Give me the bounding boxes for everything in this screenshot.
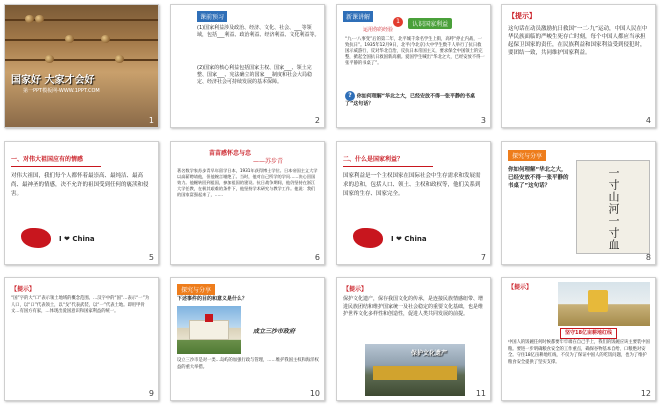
- hint-label: 【提示】: [508, 12, 536, 20]
- slide-text: 这句话在动员激励抗日救国“一二·九”运动，中国人民在中华民族面临的严峻生死存亡时刻，每个中国人都应当承担起保卫国家的责任，在民族利益和国家利益受到侵犯时，要团结一致，共同维护国家利益。: [508, 26, 648, 56]
- question-text: 下述事件的目的和意义是什么？: [177, 296, 248, 302]
- abacus-bead: [45, 55, 54, 63]
- photo-caption: 成立三沙市政府: [253, 328, 296, 335]
- slide-thumbnail-1[interactable]: [4, 4, 159, 128]
- slide-number: 5: [148, 253, 154, 262]
- i-love-china-label: I ❤ China: [391, 235, 427, 243]
- slide-number: 7: [480, 253, 486, 262]
- slide-number: 11: [475, 389, 486, 398]
- hint-label: 【提示】: [11, 286, 36, 293]
- slide-text: [197, 65, 321, 86]
- author: ——苏步青: [253, 158, 284, 165]
- slide-number: 6: [314, 253, 320, 262]
- slide-sorter-grid: [4, 4, 656, 402]
- slide-thumbnail-8[interactable]: [501, 141, 656, 265]
- slide-number: 3: [480, 116, 486, 125]
- slide-number: 8: [645, 253, 651, 262]
- i-love-china-label: I ❤ China: [59, 235, 95, 243]
- divider: [343, 166, 433, 167]
- divider: [11, 166, 101, 167]
- paragraph-2: (2)国家的核心利益包括国家主权、国家___、领土完整、国家___、宪法确立的国家___制度和社会大局稳定、经济社会可持续发展的基本保障。: [197, 65, 313, 85]
- section-tag: 探究与分享: [177, 284, 215, 295]
- slide-text: 国家利益是一个主权国家在国际社会中生存需求和发展需求的总和，包括人口、领土、主权和政权等，他们关系到国家的生存、国家完全。: [343, 173, 481, 197]
- china-map-icon: [353, 228, 383, 248]
- question-icon: ?: [345, 91, 355, 101]
- slide-text: [197, 25, 321, 39]
- slide-number: 1: [148, 116, 154, 125]
- abacus-bead: [35, 15, 44, 23]
- calligraphy-text: 一寸山河一寸血: [607, 167, 620, 251]
- slide-text: 著名数学家苏步青早年留学日本，1931年获得博士学位。日本帝国主义大学以高薪聘请他，但他婉言谢绝了。当时，他对自己所学的学问……决心回国效力。他辗转回到祖国，参加祖国的建设。抗日战争期间，他仍坚持在浙江大学任教，在极其艰难的条件下，他坚持学术研究与教学工作。他说：我们的国家富强起来了，……: [177, 168, 318, 197]
- banner-label: 坚守18亿亩耕地红线: [560, 328, 617, 339]
- slide-thumbnail-6[interactable]: [170, 141, 325, 265]
- abacus-rod: [5, 39, 158, 41]
- slide-thumbnail-10[interactable]: [170, 277, 325, 401]
- slide-text: 保护文化遗产，保存我国文化的传承，是连接民族情感纽带、增进民族团结和维护国家统一及社会稳定的重要文化基础，也是维护世界文化多样性和创造性，促进人类共同发展的前提。: [343, 296, 484, 317]
- slide-number: 10: [309, 389, 320, 398]
- slide-number: 12: [640, 389, 651, 398]
- calligraphy-image: [576, 160, 650, 254]
- government-building-photo: [177, 306, 241, 354]
- abacus-bead: [115, 55, 124, 63]
- china-map-icon: [21, 228, 51, 248]
- farmland-photo: [558, 282, 650, 326]
- photo-caption: 保护文化遗产: [411, 350, 448, 357]
- slide-heading: 一、对伟大祖国应有的情感: [11, 156, 84, 163]
- slide-text: “国”字的大“口”表示领土地域的概念范围。…汉字中的“国”…表示“一”为人口，以“口”代表领土，以“戈”代表武装，以“一”代表土地。即用甲骨文…有国方有家，…体现出爱国意识和国家利益的统一。: [11, 296, 150, 314]
- slide-text: “九·一八事变”后的第二年，北平城千余名学生上街，高呼“停止内战，一致抗日”。1935年12月9日，北平(今北京)大中学生数千人举行了抗日救国示威游行，反对华北自治，反抗日本帝国主义，要求保全中国领土的完整，掀起全国抗日救国新高潮。爱国学生喊出“华北之大，已经安放不得一张平静的书桌了”。: [345, 37, 485, 66]
- abacus-background: [5, 5, 158, 127]
- slide-subtitle: 第一PPT模板网-WWW.1PPT.COM: [23, 88, 100, 94]
- step-number-icon: 1: [393, 17, 403, 27]
- slide-thumbnail-5[interactable]: [4, 141, 159, 265]
- slide-text: 设立三沙市是对一类…岛屿的加强行政与管理，……维护我国主权和海洋权益的重大举措。: [177, 358, 319, 370]
- slide-thumbnail-4[interactable]: [501, 4, 656, 128]
- sub-heading: 运用你的经验: [363, 27, 394, 33]
- abacus-bead: [101, 35, 110, 43]
- heading-group: [393, 11, 452, 30]
- slide-text: 对伟大祖国，我们每个人都怀着最崇高、最纯洁、最高尚、最神圣的情感，决不允许的祖国受到任何的亵渎和侵害。: [11, 173, 149, 197]
- section-tag: 探究与分享: [508, 150, 546, 161]
- question-text: ? 你如何理解“华北之大，已经安放不得一张平静的书桌了”这句话？: [345, 92, 476, 107]
- slide-thumbnail-7[interactable]: [336, 141, 491, 265]
- slide-number: 2: [314, 116, 320, 125]
- hint-label: 【提示】: [343, 286, 368, 293]
- slide-number: 4: [645, 116, 651, 125]
- slide-number: 9: [148, 389, 154, 398]
- slide-thumbnail-3[interactable]: [336, 4, 491, 128]
- slide-title: 苗苗感怀忠与忠: [209, 150, 252, 157]
- slide-text: 中国人的饭碗任何时候都要牢牢端在自己手上，我们的饭碗应该主要装中国粮。要进一步明确粮食安全的工作重点，确保谷物基本自给、口粮绝对安全。守住18亿亩耕地红线，不仅为了保证中国人的吃饭问题，也为了维护粮食安全提供了坚实支撑。: [508, 340, 650, 365]
- section-tag: 课前预习: [197, 11, 227, 22]
- paragraph-1: (1)国家利益涉及政治、经济、文化、社会、___等领域，包括___利益、政治利益、经济利益、文化利益等。: [197, 25, 320, 38]
- abacus-bead: [25, 15, 34, 23]
- slide-thumbnail-12[interactable]: [501, 277, 656, 401]
- slide-heading: 二、什么是国家利益？: [343, 156, 404, 163]
- slide-thumbnail-2[interactable]: [170, 4, 325, 128]
- slide-thumbnail-9[interactable]: [4, 277, 159, 401]
- section-tag: 新课讲解: [343, 11, 373, 22]
- abacus-rod: [5, 59, 158, 61]
- hint-label: 【提示】: [508, 284, 533, 291]
- heading: 认识国家利益: [408, 18, 452, 29]
- abacus-bead: [65, 35, 74, 43]
- slide-thumbnail-11[interactable]: [336, 277, 491, 401]
- slide-title: 国家好 大家才会好: [11, 75, 95, 86]
- question-text: 你如何理解“华北之大，已经安放不得一张平静的书桌了”这句话？: [508, 167, 569, 189]
